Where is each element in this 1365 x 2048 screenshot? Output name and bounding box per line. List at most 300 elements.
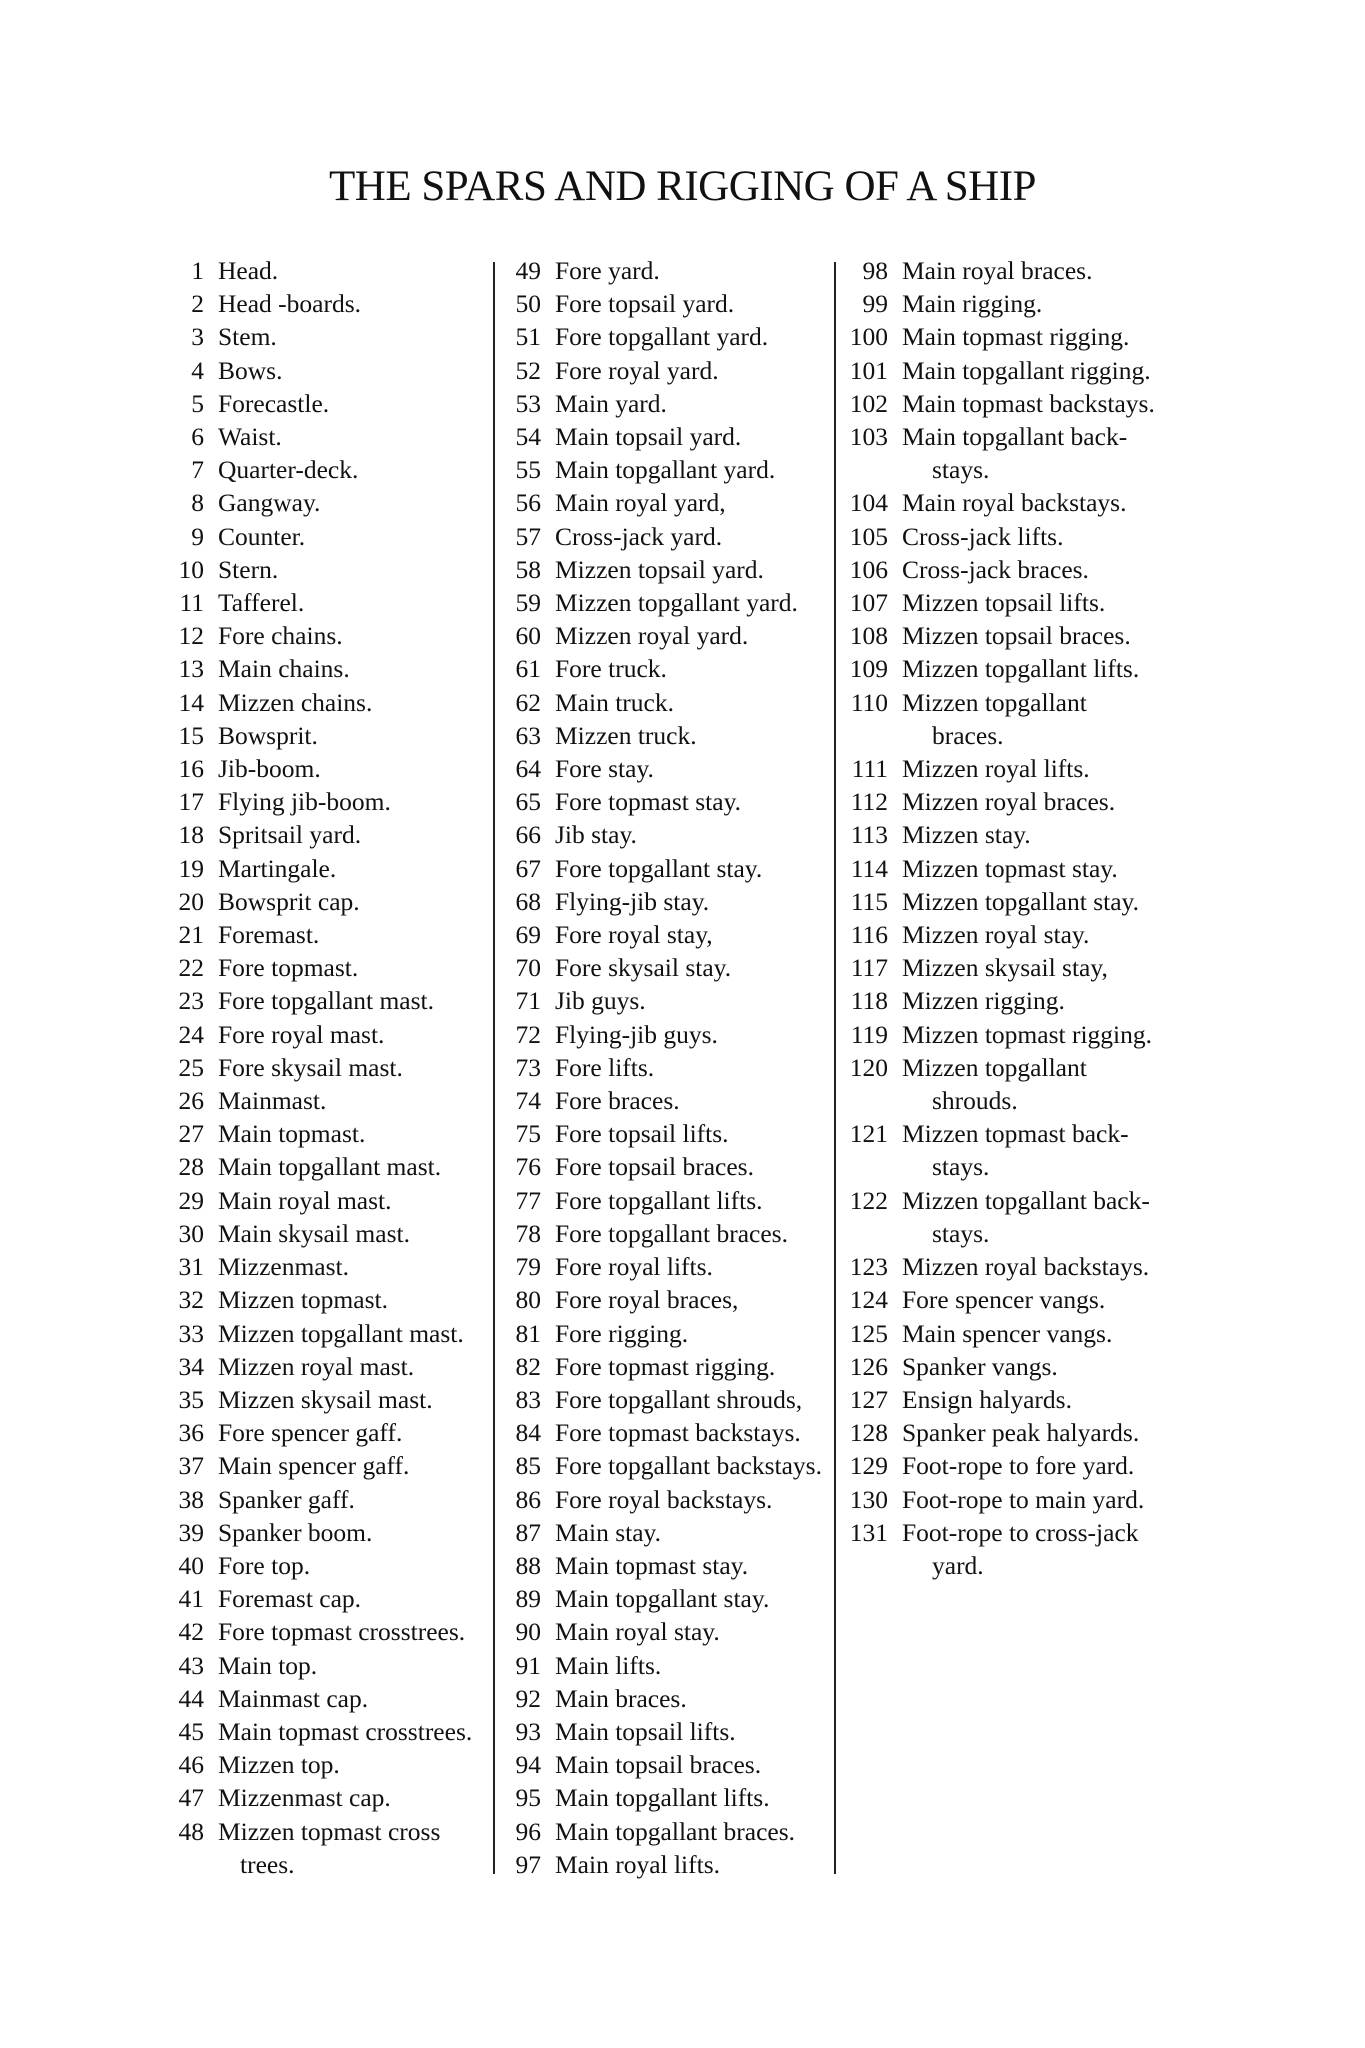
list-item [840,387,1180,420]
list-item [170,686,488,719]
list-item [170,1781,488,1814]
item-label [204,785,486,818]
item-number: 70 [515,953,541,983]
item-number: 108 [849,621,888,651]
list-item [170,1682,488,1715]
item-label-text: Main topgallant stay. [555,1584,770,1614]
item-label [541,1516,833,1549]
list-item [170,486,488,519]
item-number: 65 [515,787,541,817]
item-number: 110 [850,687,888,717]
list-item [840,586,1180,619]
item-number: 53 [515,388,541,418]
item-number: 123 [849,1252,888,1282]
item-number: 92 [515,1683,541,1713]
item-label [541,586,833,619]
item-number: 16 [178,754,204,784]
item-label [204,1615,486,1648]
item-number: 109 [849,654,888,684]
item-label [204,287,486,320]
item-label-text: Cross-jack yard. [555,521,723,551]
item-label [204,1516,486,1549]
item-label-text: Main topgallant mast. [218,1152,442,1182]
item-label-continuation: stays. [932,1152,990,1182]
item-label [541,1184,833,1217]
list-item [170,586,488,619]
item-number: 32 [178,1285,204,1315]
item-label [541,719,833,752]
list-item [505,1383,833,1416]
item-label [541,1217,833,1250]
list-item [840,287,1180,320]
item-label [541,1748,833,1781]
item-label-text: Main top. [218,1650,318,1680]
item-label-text: Fore royal mast. [218,1019,385,1049]
item-label-text: Foremast. [218,920,320,950]
list-item [170,1615,488,1648]
item-label [204,486,486,519]
item-number: 57 [515,521,541,551]
item-label [541,1250,833,1283]
item-number: 77 [515,1185,541,1215]
item-label-text: Fore spencer gaff. [218,1418,403,1448]
item-label [204,652,486,685]
item-label-text: Fore top. [218,1550,311,1580]
item-number: 44 [178,1683,204,1713]
item-label-text: Martingale. [218,853,337,883]
item-label [541,1483,833,1516]
item-label-text: Spritsail yard. [218,820,362,850]
list-item [505,1649,833,1682]
item-label-text: Main skysail mast. [218,1218,410,1248]
item-number: 113 [850,820,888,850]
item-label-text: Main topgallant yard. [555,455,776,485]
item-number: 17 [178,787,204,817]
list-item [170,652,488,685]
item-number: 88 [515,1550,541,1580]
item-number: 118 [850,986,888,1016]
item-label [204,354,486,387]
item-label [204,553,486,586]
item-label [204,586,486,619]
list-item [505,1283,833,1316]
item-number: 39 [178,1517,204,1547]
item-label [204,1649,486,1682]
list-item [840,619,1180,652]
list-item [170,1715,488,1748]
item-label [888,1018,1180,1051]
list-item [505,619,833,652]
item-number: 9 [191,521,204,551]
item-label [541,1682,833,1715]
item-label-text: Mizzen topgallant [902,687,1087,717]
list-item [505,951,833,984]
list-item [505,287,833,320]
item-number: 117 [850,953,888,983]
item-number: 49 [515,256,541,285]
item-label-text: Jib-boom. [218,754,321,784]
item-label [204,1483,486,1516]
item-label [888,1117,1180,1183]
list-item [505,1117,833,1150]
item-label-text: Main stay. [555,1517,661,1547]
item-label [541,852,833,885]
item-number: 80 [515,1285,541,1315]
item-label [888,652,1180,685]
item-number: 75 [515,1119,541,1149]
item-label [204,918,486,951]
item-number: 96 [515,1816,541,1846]
item-number: 15 [178,720,204,750]
item-number: 47 [178,1783,204,1813]
item-label [204,818,486,851]
item-label-text: Foot-rope to fore yard. [902,1451,1135,1481]
item-label-text: Counter. [218,521,306,551]
list-item [505,1018,833,1051]
item-label [541,951,833,984]
item-label-text: Mizzen topgallant back- [902,1185,1150,1215]
list-item [840,1483,1180,1516]
item-label [541,1449,833,1482]
item-label [888,1051,1180,1117]
item-label [541,752,833,785]
item-label [204,719,486,752]
item-label [888,918,1180,951]
item-label-text: Mizzen royal backstays. [902,1252,1150,1282]
item-label [888,1250,1180,1283]
item-number: 24 [178,1019,204,1049]
item-label [204,1416,486,1449]
item-label [541,1549,833,1582]
item-label [541,1649,833,1682]
item-number: 101 [849,355,888,385]
item-label-text: Main royal backstays. [902,488,1127,518]
item-label [204,387,486,420]
item-label [204,852,486,885]
item-label [204,1184,486,1217]
item-label-text: Fore royal lifts. [555,1252,713,1282]
list-item [170,984,488,1017]
item-label [204,520,486,553]
item-label-text: Foot-rope to main yard. [902,1484,1145,1514]
list-item [840,1416,1180,1449]
item-label-text: Fore spencer vangs. [902,1285,1106,1315]
item-label [204,1317,486,1350]
list-item [170,1582,488,1615]
list-item [505,1449,833,1482]
item-number: 3 [191,322,204,352]
item-number: 67 [515,853,541,883]
list-column-2 [505,254,833,1881]
item-label-text: Jib stay. [555,820,637,850]
item-label-text: Stern. [218,554,279,584]
item-number: 12 [178,621,204,651]
item-label [888,1516,1180,1582]
item-label-text: Tafferel. [218,588,305,618]
list-item [840,354,1180,387]
item-number: 2 [191,289,204,319]
item-number: 34 [178,1351,204,1381]
list-item [170,1383,488,1416]
item-number: 68 [515,886,541,916]
item-label [541,619,833,652]
item-number: 82 [515,1351,541,1381]
item-label-text: Mizzen topsail braces. [902,621,1131,651]
item-label-text: Main topmast stay. [555,1550,749,1580]
item-number: 14 [178,687,204,717]
item-label-text: Mizzen skysail stay, [902,953,1108,983]
list-item [505,1516,833,1549]
list-item [505,1350,833,1383]
item-number: 76 [515,1152,541,1182]
list-item [840,818,1180,851]
list-item [505,1582,833,1615]
item-label-text: Fore skysail mast. [218,1052,403,1082]
list-item [505,918,833,951]
item-label-text: Fore stay. [555,754,654,784]
item-label [541,320,833,353]
item-label-text: Fore royal yard. [555,355,719,385]
item-label [888,287,1180,320]
item-label [204,1283,486,1316]
item-label-text: Spanker boom. [218,1517,373,1547]
list-item [170,1184,488,1217]
list-item [505,752,833,785]
item-label [541,1150,833,1183]
item-label-text: Stem. [218,322,277,352]
item-label [541,1317,833,1350]
item-label-text: Fore topsail lifts. [555,1119,729,1149]
list-item [170,818,488,851]
item-label-text: Main topsail yard. [555,422,742,452]
item-label [204,1715,486,1748]
list-item [505,652,833,685]
list-item [505,354,833,387]
item-label [541,520,833,553]
list-item [505,453,833,486]
item-number: 112 [850,787,888,817]
item-label-text: Waist. [218,422,282,452]
item-label-text: Spanker vangs. [902,1351,1058,1381]
list-item [170,951,488,984]
item-label [204,1815,486,1881]
list-item [170,1815,488,1881]
list-item [170,1449,488,1482]
item-label-text: Quarter-deck. [218,455,359,485]
list-item [840,486,1180,519]
item-label-text: Flying-jib stay. [555,886,710,916]
item-label [541,1117,833,1150]
list-item [840,951,1180,984]
list-item [170,420,488,453]
item-label-text: Fore topgallant braces. [555,1218,788,1248]
item-label-text: Fore lifts. [555,1052,655,1082]
list-item [505,852,833,885]
item-label-text: Main royal mast. [218,1185,392,1215]
item-label-text: Mizzen topmast stay. [902,853,1118,883]
list-item [170,619,488,652]
item-label-text: Ensign halyards. [902,1384,1072,1414]
item-label [204,951,486,984]
item-label-text: Head -boards. [218,289,362,319]
list-item [170,719,488,752]
list-item [840,1051,1180,1117]
item-number: 95 [515,1783,541,1813]
list-item [505,486,833,519]
item-number: 125 [849,1318,888,1348]
list-item [170,1018,488,1051]
list-item [170,1117,488,1150]
item-number: 31 [178,1252,204,1282]
item-number: 116 [850,920,888,950]
item-label-text: Mainmast cap. [218,1683,369,1713]
list-item [505,1416,833,1449]
item-label [541,1815,833,1848]
item-number: 81 [515,1318,541,1348]
item-label [204,1051,486,1084]
item-number: 62 [515,687,541,717]
item-label [204,885,486,918]
list-item [505,818,833,851]
item-label [541,818,833,851]
item-number: 106 [849,554,888,584]
list-item [505,1682,833,1715]
item-number: 124 [849,1285,888,1315]
list-item [170,1748,488,1781]
list-item [840,420,1180,486]
item-number: 64 [515,754,541,784]
item-label [204,453,486,486]
item-label-continuation: braces. [932,720,1004,750]
item-label [541,486,833,519]
list-column-3 [840,254,1180,1582]
item-label-text: Mizzen rigging. [902,986,1065,1016]
list-item [170,918,488,951]
item-label-text: Head. [218,256,279,285]
list-item [505,984,833,1017]
item-label [541,354,833,387]
item-number: 99 [862,289,888,319]
item-label [204,1383,486,1416]
item-label [888,852,1180,885]
item-label-text: Bowsprit. [218,720,318,750]
item-label-text: Main topgallant back- [902,422,1128,452]
item-label [204,619,486,652]
item-label [541,1283,833,1316]
item-number: 5 [191,388,204,418]
item-label-text: Cross-jack lifts. [902,521,1064,551]
item-label [541,1781,833,1814]
list-item [170,1317,488,1350]
item-label-text: Fore braces. [555,1086,680,1116]
item-label [204,1150,486,1183]
item-label-text: Gangway. [218,488,321,518]
list-item [840,852,1180,885]
item-label [204,1582,486,1615]
item-label-text: Main topmast. [218,1119,366,1149]
list-item [840,918,1180,951]
item-label [204,984,486,1017]
item-label [888,1350,1180,1383]
list-item [505,520,833,553]
item-label [888,387,1180,420]
item-label-text: Main topgallant braces. [555,1816,796,1846]
item-label [204,1084,486,1117]
item-number: 25 [178,1052,204,1082]
item-label [541,420,833,453]
item-number: 56 [515,488,541,518]
item-label [541,686,833,719]
list-item [840,1283,1180,1316]
list-item [840,1018,1180,1051]
item-label [204,1217,486,1250]
list-item [840,1184,1180,1250]
item-label [888,1483,1180,1516]
item-number: 73 [515,1052,541,1082]
item-number: 83 [515,1384,541,1414]
item-label-text: Fore topsail yard. [555,289,735,319]
item-label-text: Main royal braces. [902,256,1093,285]
list-item [170,520,488,553]
item-number: 74 [515,1086,541,1116]
list-column-1 [170,254,488,1881]
item-label-text: Mizzen truck. [555,720,697,750]
item-label-continuation: stays. [932,455,990,485]
column-divider-2 [834,262,836,1874]
list-item [505,1748,833,1781]
item-number: 55 [515,455,541,485]
item-label-text: Mizzen topmast rigging. [902,1019,1152,1049]
item-label [204,420,486,453]
item-label [541,254,833,287]
list-item [840,320,1180,353]
item-number: 28 [178,1152,204,1182]
item-label-text: Spanker gaff. [218,1484,355,1514]
item-number: 46 [178,1750,204,1780]
item-label [204,254,486,287]
list-item [840,520,1180,553]
item-label-text: Spanker peak halyards. [902,1418,1140,1448]
item-label [888,1416,1180,1449]
list-item [505,1615,833,1648]
item-number: 18 [178,820,204,850]
list-item [170,287,488,320]
item-label-text: Mizzen skysail mast. [218,1384,433,1414]
item-label-text: Main rigging. [902,289,1043,319]
list-item [840,686,1180,752]
item-label [541,1350,833,1383]
item-label-text: Main spencer gaff. [218,1451,410,1481]
item-label-text: Main braces. [555,1683,687,1713]
item-label-text: Fore topgallant stay. [555,853,763,883]
item-label-text: Mizzen topgallant lifts. [902,654,1140,684]
item-number: 84 [515,1418,541,1448]
list-item [505,1184,833,1217]
item-label [541,553,833,586]
list-item [840,785,1180,818]
item-label-text: Mizzen chains. [218,687,373,717]
item-label [888,885,1180,918]
list-item [840,1383,1180,1416]
list-item [840,652,1180,685]
item-label-text: Main royal stay. [555,1617,720,1647]
item-label [541,885,833,918]
item-number: 8 [191,488,204,518]
item-number: 107 [849,588,888,618]
item-number: 89 [515,1584,541,1614]
item-label-text: Fore topgallant mast. [218,986,435,1016]
item-label-text: Fore topmast. [218,953,359,983]
